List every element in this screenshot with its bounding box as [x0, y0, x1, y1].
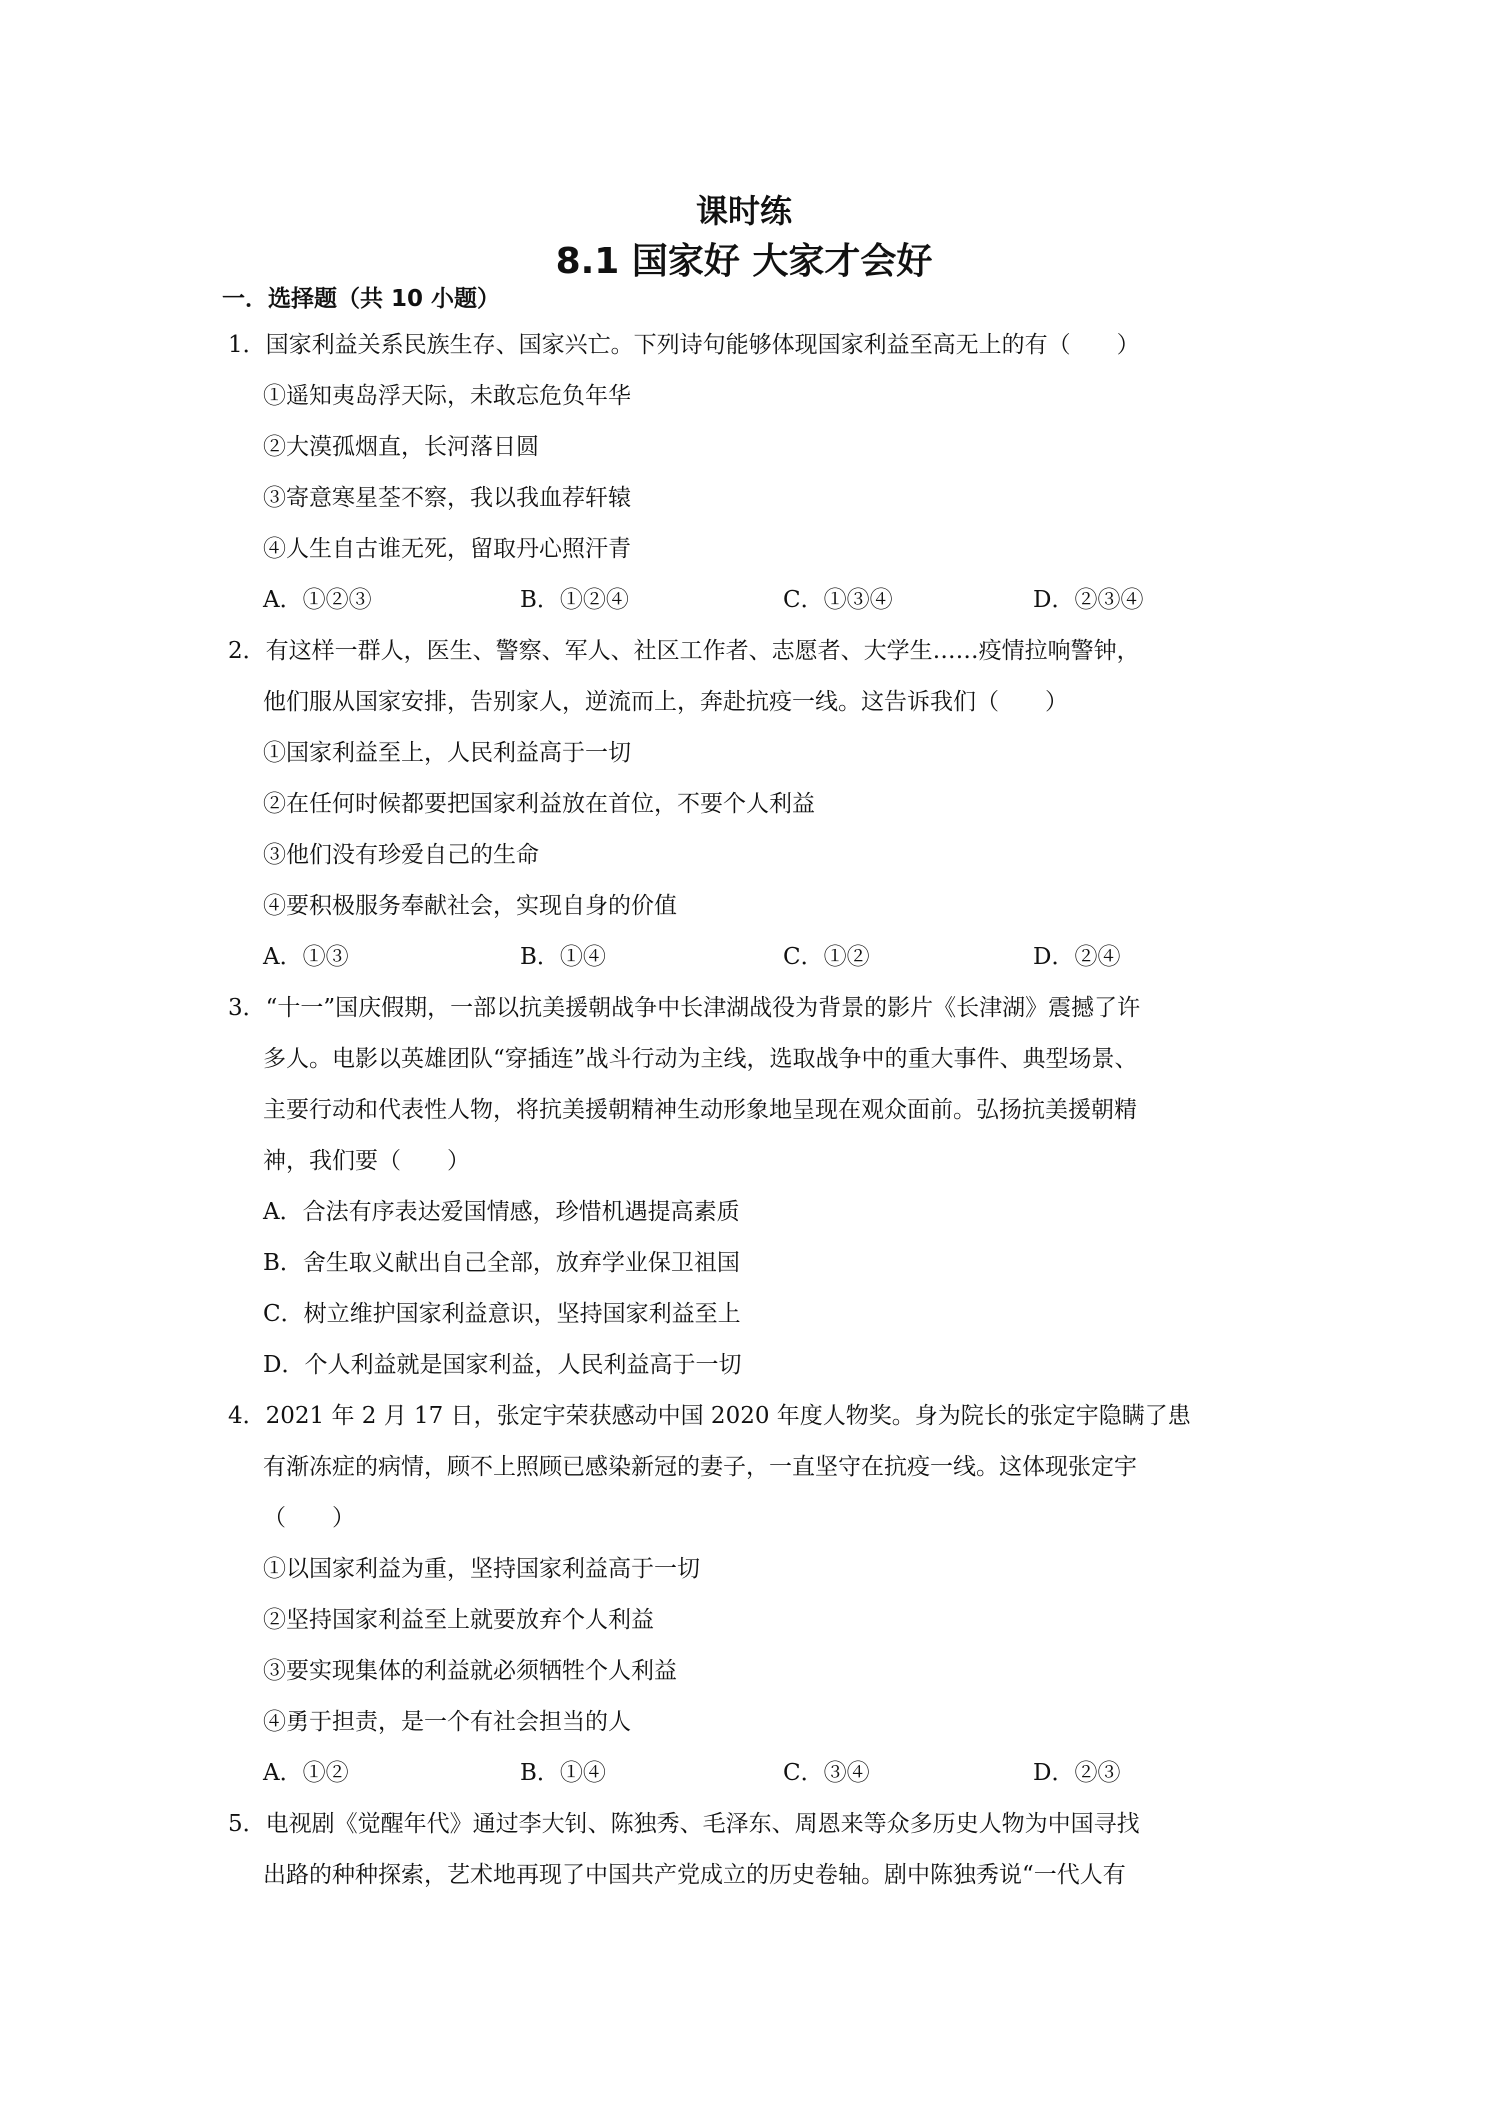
question-4-option-b: B．①④	[520, 1760, 606, 1786]
section-heading: 一．选择题（共 10 小题）	[222, 286, 501, 312]
question-1-option-d: D．②③④	[1033, 587, 1144, 613]
question-5-stem-line-1: 5．电视剧《觉醒年代》通过李大钊、陈独秀、毛泽东、周恩来等众多历史人物为中国寻找	[228, 1811, 1140, 1837]
question-4-item-1: ①以国家利益为重，坚持国家利益高于一切	[263, 1556, 700, 1582]
question-3-choice-d: D．个人利益就是国家利益，人民利益高于一切	[263, 1352, 742, 1378]
question-1-option-b: B．①②④	[520, 587, 629, 613]
question-2-stem-line-1: 2．有这样一群人，医生、警察、军人、社区工作者、志愿者、大学生……疫情拉响警钟，	[228, 638, 1140, 664]
question-2-option-d: D．②④	[1033, 944, 1121, 970]
question-2-item-1: ①国家利益至上，人民利益高于一切	[263, 740, 631, 766]
question-1-option-c: C．①③④	[783, 587, 893, 613]
question-2-item-2: ②在任何时候都要把国家利益放在首位，不要个人利益	[263, 791, 815, 817]
lesson-title: 8.1 国家好 大家才会好	[555, 241, 933, 282]
page-title: 课时练	[695, 192, 792, 230]
question-2-item-4: ④要积极服务奉献社会，实现自身的价值	[263, 893, 677, 919]
question-3-stem-line-2: 多人。电影以英雄团队“穿插连”战斗行动为主线，选取战争中的重大事件、典型场景、	[263, 1046, 1138, 1072]
question-1-item-2: ②大漠孤烟直，长河落日圆	[263, 434, 539, 460]
question-3-choice-b: B．舍生取义献出自己全部，放弃学业保卫祖国	[263, 1250, 740, 1276]
question-4-item-3: ③要实现集体的利益就必须牺牲个人利益	[263, 1658, 677, 1684]
question-2-item-3: ③他们没有珍爱自己的生命	[263, 842, 539, 868]
question-3-stem-line-1: 3．“十一”国庆假期，一部以抗美援朝战争中长津湖战役为背景的影片《长津湖》震撼了许	[228, 995, 1141, 1021]
question-3-choice-c: C．树立维护国家利益意识，坚持国家利益至上	[263, 1301, 741, 1327]
question-3-stem-line-3: 主要行动和代表性人物，将抗美援朝精神生动形象地呈现在观众面前。弘扬抗美援朝精	[263, 1097, 1137, 1123]
question-5-stem-line-2: 出路的种种探索，艺术地再现了中国共产党成立的历史卷轴。剧中陈独秀说“一代人有	[263, 1862, 1126, 1888]
question-1-option-a: A．①②③	[263, 587, 372, 613]
question-4-option-a: A．①②	[263, 1760, 349, 1786]
question-1-item-4: ④人生自古谁无死，留取丹心照汗青	[263, 536, 631, 562]
question-4-option-d: D．②③	[1033, 1760, 1121, 1786]
question-1-stem: 1．国家利益关系民族生存、国家兴亡。下列诗句能够体现国家利益至高无上的有（ ）	[228, 332, 1140, 358]
question-3-choice-a: A．合法有序表达爱国情感，珍惜机遇提高素质	[263, 1199, 740, 1225]
question-1-item-3: ③寄意寒星荃不察，我以我血荐轩辕	[263, 485, 631, 511]
question-2-stem-line-2: 他们服从国家安排，告别家人，逆流而上，奔赴抗疫一线。这告诉我们（ ）	[263, 689, 1068, 715]
question-3-stem-line-4: 神，我们要（ ）	[263, 1148, 470, 1174]
question-4-option-c: C．③④	[783, 1760, 870, 1786]
question-4-stem-line-1: 4．2021 年 2 月 17 日，张定宇荣获感动中国 2020 年度人物奖。身为院长的张定宇隐瞒了患	[228, 1403, 1191, 1429]
question-4-item-2: ②坚持国家利益至上就要放弃个人利益	[263, 1607, 654, 1633]
question-2-option-a: A．①③	[263, 944, 349, 970]
question-4-stem-line-2: 有渐冻症的病情，顾不上照顾已感染新冠的妻子，一直坚守在抗疫一线。这体现张定宇	[263, 1454, 1137, 1480]
question-4-item-4: ④勇于担责，是一个有社会担当的人	[263, 1709, 631, 1735]
question-4-stem-line-3: （ ）	[263, 1505, 355, 1531]
question-2-option-b: B．①④	[520, 944, 606, 970]
question-1-item-1: ①遥知夷岛浮天际，未敢忘危负年华	[263, 383, 631, 409]
question-2-option-c: C．①②	[783, 944, 870, 970]
